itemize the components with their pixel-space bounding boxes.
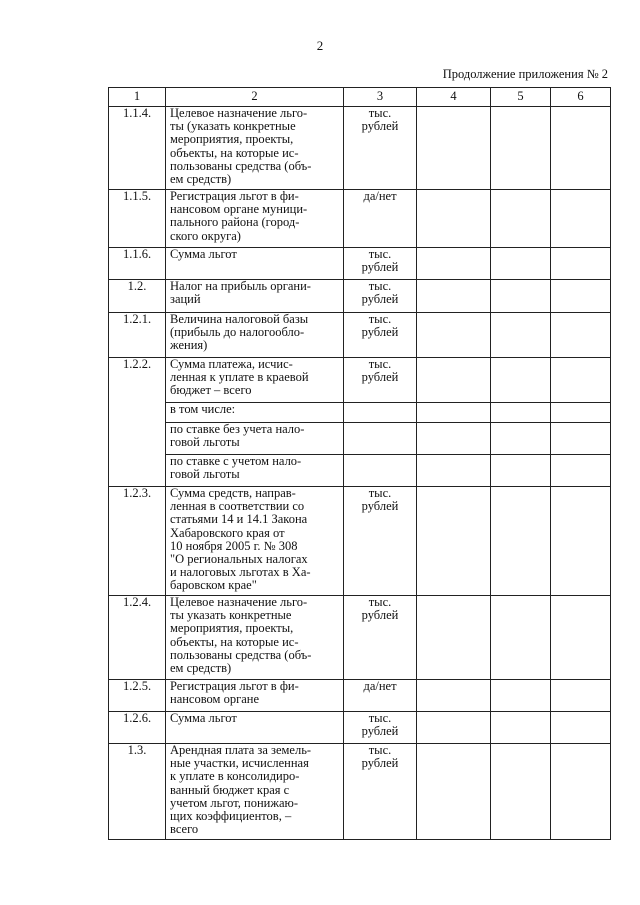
empty-cell xyxy=(551,487,611,596)
empty-cell xyxy=(417,712,491,744)
table-row xyxy=(109,358,611,403)
empty-cell xyxy=(551,107,611,190)
row-number: 1.2.6. xyxy=(109,712,166,744)
empty-cell xyxy=(551,680,611,712)
row-description: по ставке без учета нало- говой льготы xyxy=(166,423,344,455)
empty-cell xyxy=(417,487,491,596)
row-number: 1.2.3. xyxy=(109,487,166,596)
row-description: Сумма средств, направ- ленная в соответствии со статьями 14 и 14.1 Закона Хабаровского края от 10 ноября 2005 г. № 308 "О региональных налогах и налоговых льготах в Ха- баровском крае" xyxy=(166,487,344,596)
row-description: Величина налоговой базы (прибыль до налогообло- жения) xyxy=(166,313,344,358)
empty-cell xyxy=(417,248,491,280)
header-cell: 3 xyxy=(344,88,417,107)
table-row xyxy=(109,712,611,744)
table-row xyxy=(109,744,611,840)
empty-cell xyxy=(417,744,491,840)
row-description: Регистрация льгот в фи- нансовом органе муници- пального района (город- ского округа) xyxy=(166,190,344,248)
data-table xyxy=(108,87,611,840)
empty-cell xyxy=(344,403,417,423)
row-number: 1.1.5. xyxy=(109,190,166,248)
empty-cell xyxy=(491,712,551,744)
empty-cell xyxy=(417,280,491,313)
row-number: 1.2.4. xyxy=(109,596,166,680)
row-number: 1.1.4. xyxy=(109,107,166,190)
row-number: 1.1.6. xyxy=(109,248,166,280)
empty-cell xyxy=(417,190,491,248)
header-cell: 4 xyxy=(417,88,491,107)
empty-cell xyxy=(491,313,551,358)
row-number: 1.2.2. xyxy=(109,358,166,487)
empty-cell xyxy=(491,596,551,680)
empty-cell xyxy=(491,455,551,487)
empty-cell xyxy=(344,455,417,487)
table-row xyxy=(109,487,611,596)
header-cell: 1 xyxy=(109,88,166,107)
continuation-note: Продолжение приложения № 2 xyxy=(442,67,608,81)
empty-cell xyxy=(417,403,491,423)
empty-cell xyxy=(551,744,611,840)
page-number: 2 xyxy=(316,38,324,53)
row-unit: тыс. рублей xyxy=(344,280,417,313)
empty-cell xyxy=(551,190,611,248)
empty-cell xyxy=(551,358,611,403)
table-row xyxy=(109,280,611,313)
table-row xyxy=(109,680,611,712)
table-row xyxy=(109,423,611,455)
header-cell: 5 xyxy=(491,88,551,107)
table-row xyxy=(109,248,611,280)
empty-cell xyxy=(491,680,551,712)
empty-cell xyxy=(344,423,417,455)
row-unit: тыс. рублей xyxy=(344,744,417,840)
row-description: в том числе: xyxy=(166,403,344,423)
row-description: Сумма платежа, исчис- ленная к уплате в краевой бюджет – всего xyxy=(166,358,344,403)
table-row xyxy=(109,313,611,358)
empty-cell xyxy=(551,712,611,744)
row-number: 1.2. xyxy=(109,280,166,313)
row-unit: да/нет xyxy=(344,190,417,248)
row-unit: тыс. рублей xyxy=(344,107,417,190)
row-description: Арендная плата за земель- ные участки, исчисленная к уплате в консолидиро- ванный бюджет края с учетом льгот, понижаю- щих коэффициентов, – всего xyxy=(166,744,344,840)
empty-cell xyxy=(551,313,611,358)
empty-cell xyxy=(417,358,491,403)
empty-cell xyxy=(417,423,491,455)
row-description: Целевое назначение льго- ты указать конкретные мероприятия, проекты, объекты, на которые ис- пользованы средства (объ- ем средств) xyxy=(166,596,344,680)
row-number: 1.2.1. xyxy=(109,313,166,358)
row-unit: тыс. рублей xyxy=(344,712,417,744)
row-description: Сумма льгот xyxy=(166,712,344,744)
row-description: Регистрация льгот в фи- нансовом органе xyxy=(166,680,344,712)
empty-cell xyxy=(417,680,491,712)
row-unit: да/нет xyxy=(344,680,417,712)
empty-cell xyxy=(491,744,551,840)
empty-cell xyxy=(551,423,611,455)
row-unit: тыс. рублей xyxy=(344,358,417,403)
empty-cell xyxy=(491,248,551,280)
row-description: по ставке с учетом нало- говой льготы xyxy=(166,455,344,487)
empty-cell xyxy=(417,596,491,680)
empty-cell xyxy=(491,487,551,596)
empty-cell xyxy=(491,280,551,313)
empty-cell xyxy=(491,190,551,248)
empty-cell xyxy=(551,403,611,423)
row-description: Целевое назначение льго- ты (указать конкретные мероприятия, проекты, объекты, на которые ис- пользованы средства (объ- ем средств) xyxy=(166,107,344,190)
row-unit: тыс. рублей xyxy=(344,596,417,680)
empty-cell xyxy=(417,455,491,487)
row-unit: тыс. рублей xyxy=(344,248,417,280)
empty-cell xyxy=(551,280,611,313)
header-cell: 2 xyxy=(166,88,344,107)
table-row xyxy=(109,455,611,487)
row-description: Налог на прибыль органи- заций xyxy=(166,280,344,313)
empty-cell xyxy=(491,358,551,403)
row-unit: тыс. рублей xyxy=(344,487,417,596)
empty-cell xyxy=(551,596,611,680)
empty-cell xyxy=(551,455,611,487)
table-row xyxy=(109,190,611,248)
empty-cell xyxy=(491,423,551,455)
table-row xyxy=(109,403,611,423)
empty-cell xyxy=(491,403,551,423)
empty-cell xyxy=(417,313,491,358)
table-header-row xyxy=(109,88,611,107)
row-unit: тыс. рублей xyxy=(344,313,417,358)
empty-cell xyxy=(417,107,491,190)
table-row xyxy=(109,107,611,190)
row-number: 1.3. xyxy=(109,744,166,840)
empty-cell xyxy=(551,248,611,280)
empty-cell xyxy=(491,107,551,190)
row-description: Сумма льгот xyxy=(166,248,344,280)
row-number: 1.2.5. xyxy=(109,680,166,712)
table-row xyxy=(109,596,611,680)
header-cell: 6 xyxy=(551,88,611,107)
